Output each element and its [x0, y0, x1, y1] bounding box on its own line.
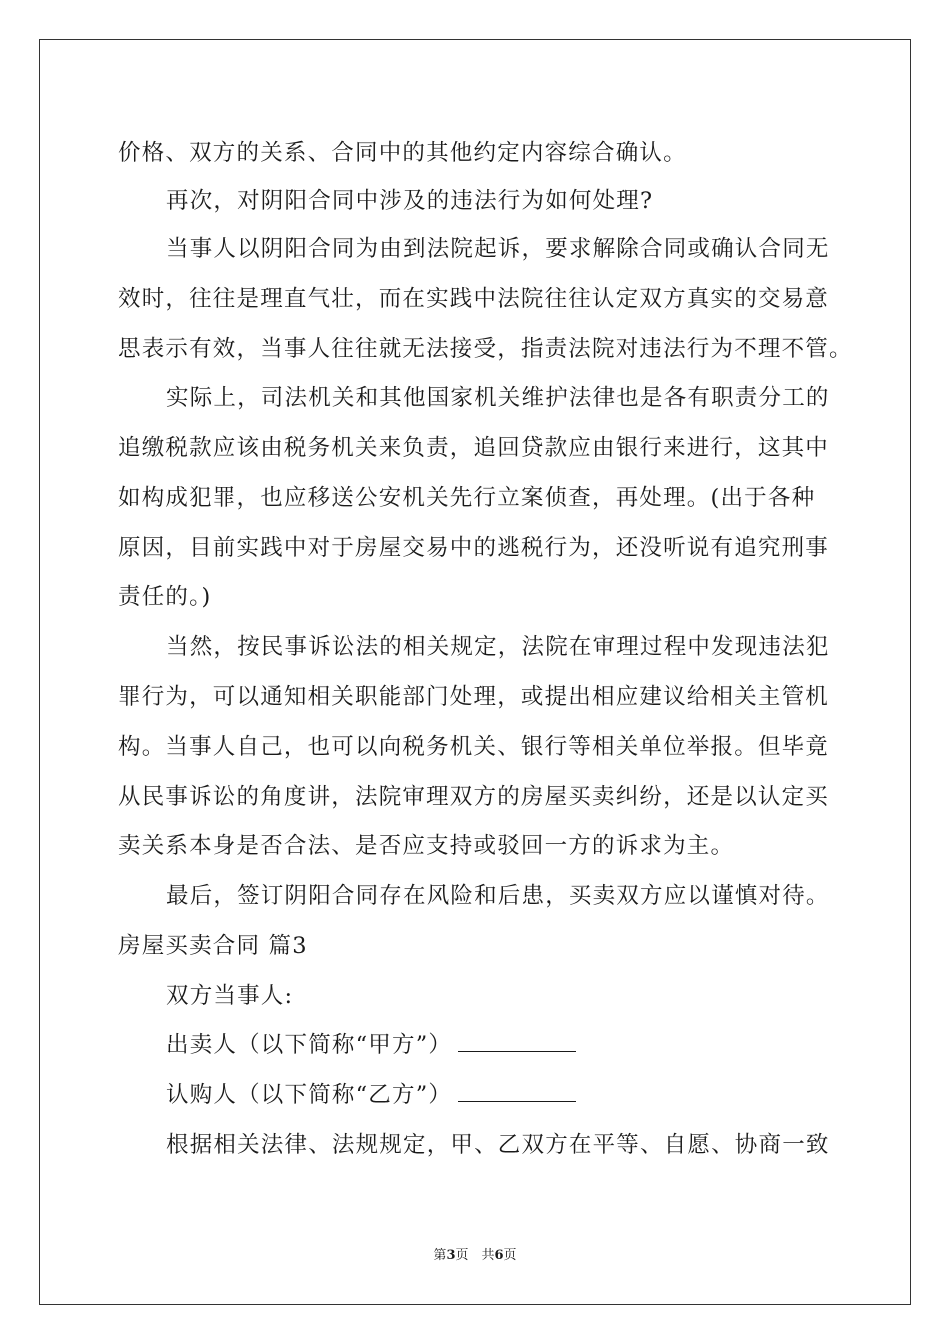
text-line: 双方当事人: — [166, 983, 294, 1009]
buyer-blank[interactable] — [458, 1083, 576, 1102]
page-border — [39, 39, 911, 1305]
footer-suffix: 页 — [503, 1248, 517, 1263]
total-page-number: 6 — [494, 1248, 504, 1263]
text-line: 原因，目前实践中对于房屋交易中的逃税行为，还没听说有追究刑事 — [118, 535, 830, 561]
text-line: 最后，签订阴阳合同存在风险和后患，买卖双方应以谨慎对待。 — [166, 883, 830, 909]
text-line: 实际上，司法机关和其他国家机关维护法律也是各有职责分工的 — [166, 385, 830, 411]
seller-line — [166, 1031, 576, 1059]
text-line: 从民事诉讼的角度讲，法院审理双方的房屋买卖纠纷，还是以认定买 — [118, 784, 830, 810]
text-line: 思表示有效，当事人往往就无法接受，指责法院对违法行为不理不管。 — [118, 336, 853, 362]
section-title: 房屋买卖合同 篇3 — [118, 933, 308, 959]
seller-label: 出卖人（以下简称“甲方”） — [166, 1032, 453, 1058]
text-line: 效时，往往是理直气壮，而在实践中法院往往认定双方真实的交易意 — [118, 286, 830, 312]
page-footer — [0, 1248, 950, 1264]
text-line: 罪行为，可以通知相关职能部门处理，或提出相应建议给相关主管机 — [118, 684, 830, 710]
buyer-label: 认购人（以下简称“乙方”） — [166, 1082, 453, 1108]
text-line: 当事人以阴阳合同为由到法院起诉，要求解除合同或确认合同无 — [166, 236, 830, 262]
text-line: 如构成犯罪，也应移送公安机关先行立案侦查，再处理。(出于各种 — [118, 485, 816, 511]
seller-blank[interactable] — [458, 1033, 576, 1052]
text-line: 卖关系本身是否合法、是否应支持或驳回一方的诉求为主。 — [118, 833, 735, 859]
text-line: 根据相关法律、法规规定，甲、乙双方在平等、自愿、协商一致 — [166, 1132, 830, 1158]
text-line: 追缴税款应该由税务机关来负责，追回贷款应由银行来进行，这其中 — [118, 435, 830, 461]
paragraph-heading: 再次，对阴阳合同中涉及的违法行为如何处理? — [166, 188, 654, 214]
text-line: 责任的。) — [118, 584, 212, 610]
footer-middle: 页 共 — [455, 1248, 495, 1263]
current-page-number: 3 — [446, 1248, 456, 1263]
text-line: 构。当事人自己，也可以向税务机关、银行等相关单位举报。但毕竟 — [118, 734, 830, 760]
text-line: 当然，按民事诉讼法的相关规定，法院在审理过程中发现违法犯 — [166, 634, 830, 660]
footer-prefix: 第 — [433, 1248, 447, 1263]
buyer-line — [166, 1081, 576, 1109]
text-line: 价格、双方的关系、合同中的其他约定内容综合确认。 — [118, 140, 687, 166]
